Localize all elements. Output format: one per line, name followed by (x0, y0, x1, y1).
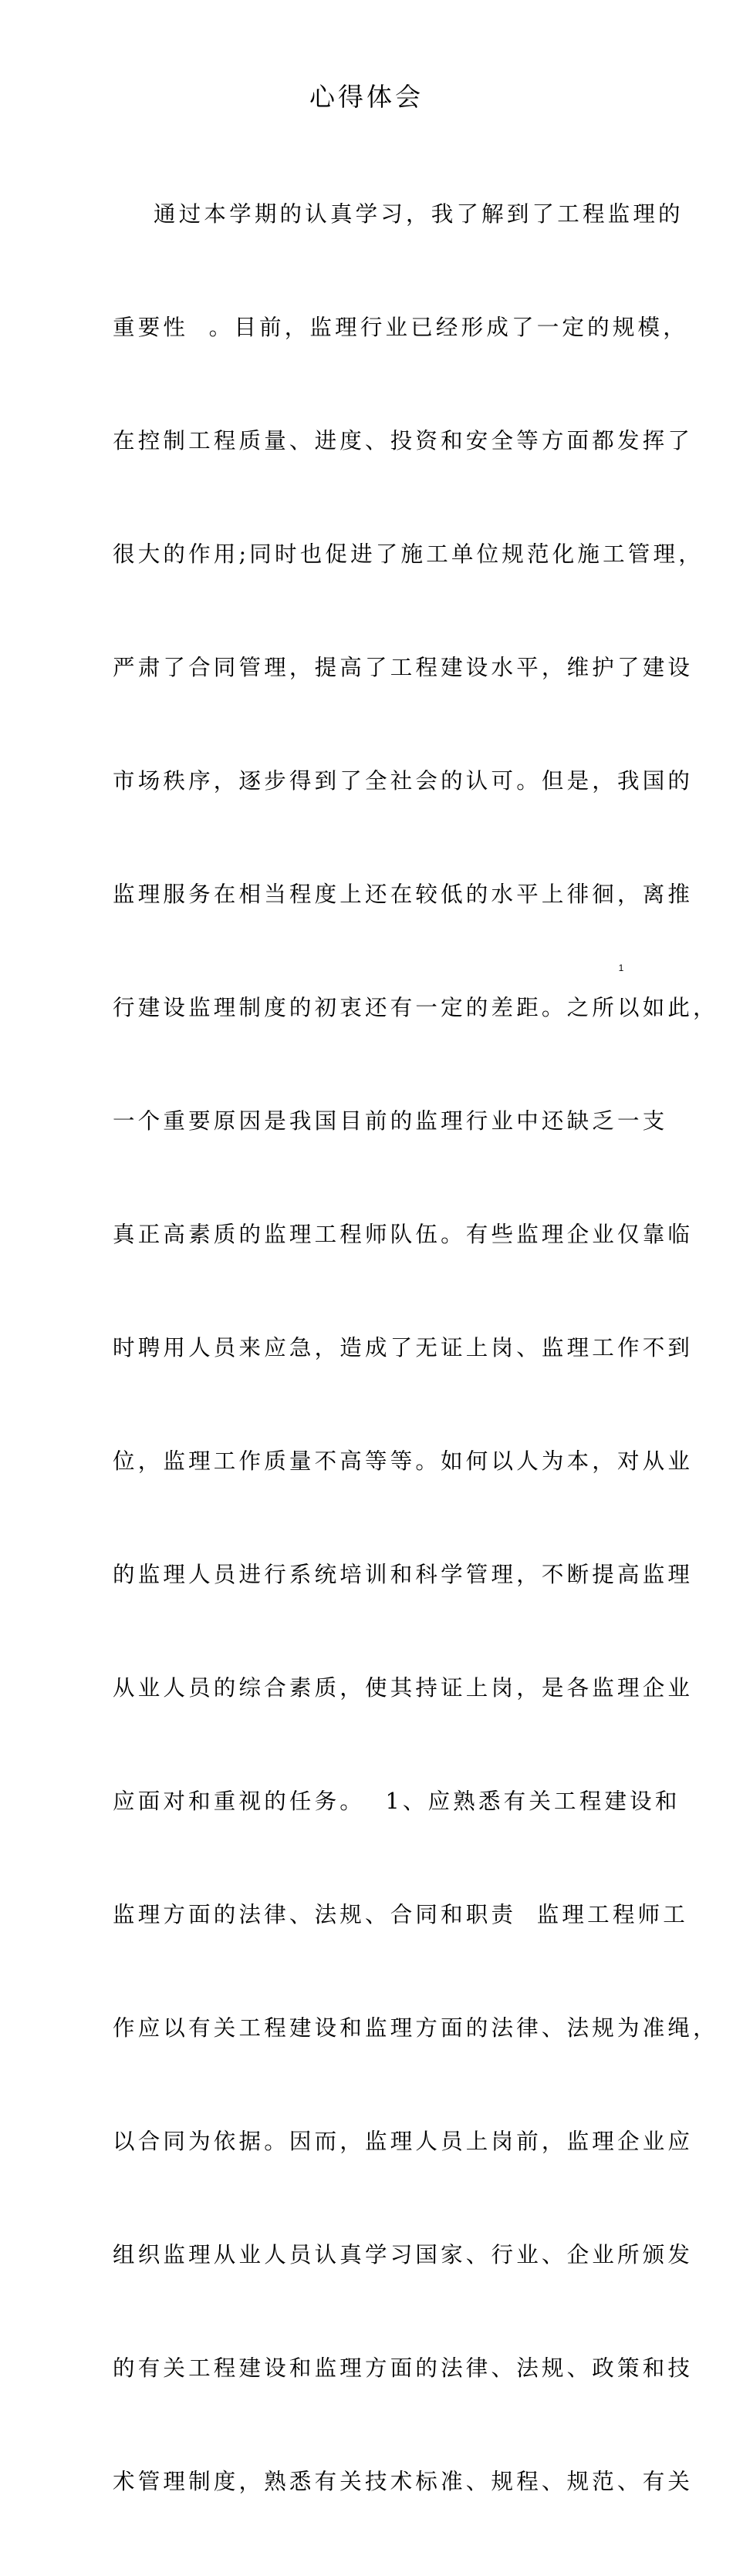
body-line: 行建设监理制度的初衷还有一定的差距。之所以如此， (113, 995, 718, 1020)
document-body (113, 120, 718, 2576)
body-line: 术管理制度，熟悉有关技术标准、规程、规范、有关 (113, 2469, 694, 2494)
body-line: 以合同为依据。因而，监理人员上岗前，监理企业应 (113, 2129, 694, 2154)
body-line: 严肃了合同管理，提高了工程建设水平，维护了建设 (113, 655, 694, 680)
body-line: 在控制工程质量、进度、投资和安全等方面都发挥了 (113, 428, 694, 453)
body-line: 从业人员的综合素质，使其持证上岗，是各监理企业 (113, 1675, 694, 1701)
body-line: 重要性 。目前，监理行业已经形成了一定的规模， (113, 315, 688, 340)
body-line: 组织监理从业人员认真学习国家、行业、企业所颁发 (113, 2242, 694, 2267)
body-line: 的监理人员进行系统培训和科学管理，不断提高监理 (113, 1562, 694, 1587)
body-line: 一个重要原因是我国目前的监理行业中还缺乏一支 (113, 1108, 668, 1134)
body-line: 位，监理工作质量不高等等。如何以人为本，对从业 (113, 1448, 694, 1474)
body-line: 监理方面的法律、法规、合同和职责 监理工程师工 (113, 1902, 688, 1927)
body-line: 通过本学期的认真学习，我了解到了工程监理的 (113, 201, 684, 227)
body-line: 真正高素质的监理工程师队伍。有些监理企业仅靠临 (113, 1222, 694, 1247)
body-line: 市场秩序，逐步得到了全社会的认可。但是，我国的 (113, 768, 694, 794)
body-line: 监理服务在相当程度上还在较低的水平上徘徊，离推 (113, 882, 694, 907)
body-line: 应面对和重视的任务。 1、应熟悉有关工程建设和 (113, 1789, 681, 1814)
body-line: 作应以有关工程建设和监理方面的法律、法规为准绳， (113, 2015, 718, 2041)
body-line: 的有关工程建设和监理方面的法律、法规、政策和技 (113, 2355, 694, 2381)
body-line: 很大的作用;同时也促进了施工单位规范化施工管理， (113, 541, 704, 567)
document-title: 心得体会 (309, 82, 424, 112)
page-number: 1 (618, 963, 624, 973)
body-line: 时聘用人员来应急，造成了无证上岗、监理工作不到 (113, 1335, 694, 1360)
